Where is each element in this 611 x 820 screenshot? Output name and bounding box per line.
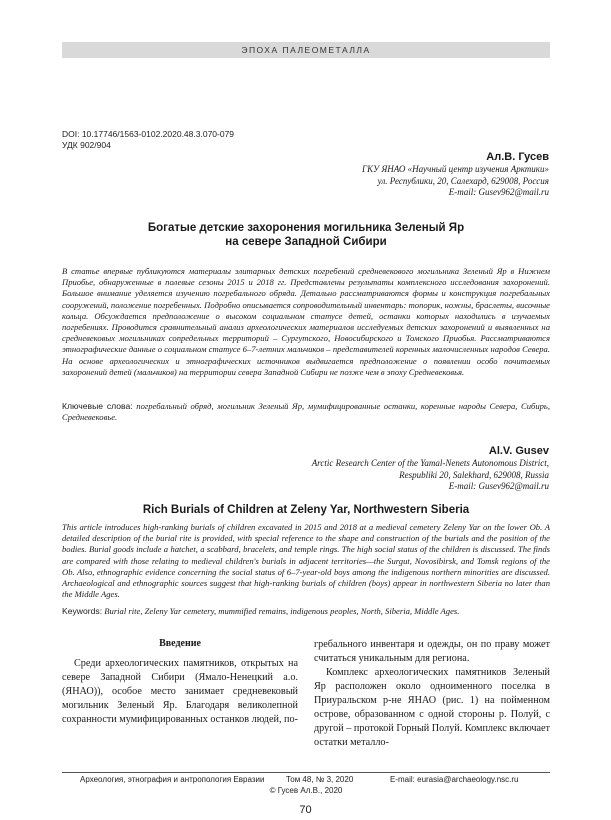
udk: УДК 902/904	[62, 140, 111, 150]
footer-copyright: © Гусев Ал.В., 2020	[269, 786, 343, 795]
keywords-en-text: Burial rite, Zeleny Yar cemetery, mummified remains, indigenous peoples, North, Siberia, Middle Ages.	[104, 606, 460, 616]
keywords-en	[62, 606, 550, 617]
body-paragraph: гребального инвентаря и одежды, он по праву может считаться уникальным для региона.	[314, 639, 550, 664]
affiliation-en-line: Arctic Research Center of the Yamal-Nenets Autonomous District,	[311, 458, 549, 468]
keywords-ru-label: Ключевые слова:	[62, 401, 133, 411]
doi: DOI: 10.17746/1563-0102.2020.48.3.070-079	[62, 129, 235, 139]
affiliation-ru	[219, 164, 549, 199]
abstract-en: This article introduces high-ranking burials of children excavated in 2015 and 2018 at a medieval cemetery Zeleny Yar on the lower Ob. A detailed description of the burial rite is provided, with special reference to the shape and construction of the burials and the position of the bodies. Burial goods include a hatchet, a scabbard, bracelets, and temple rings. The high social status of the children is discussed. The finds are compared with those relating to medieval children's burials in adjacent territories—the Surgut, Novosibirsk, and Tomsk regions of the Ob. Also, ethnographic evidence concerning the social status of 6–7-year-old boys among the indigenous northern minorities are discussed. Archaeological and ethnographic sources suggest that high-ranking burials of children (boys) appear in northwestern Siberia no later than the Middle Ages.	[62, 522, 550, 600]
body-column-right	[314, 638, 550, 750]
title-ru-line: на севере Западной Сибири	[225, 236, 387, 248]
affiliation-ru-line: ГКУ ЯНАО «Научный центр изучения Арктики»	[362, 164, 549, 174]
body-paragraph: Комплекс археологических памятников Зеленый Яр расположен около одноименного поселка в Приуральском р-не ЯНАО (рис. 1) на пойменном острове, образованном с одной стороны р. Полуй, с другой – протокой Горный Полуй. Комплекс включает остатки металло-	[314, 667, 550, 748]
footer-email: E-mail: eurasia@archaeology.nsc.ru	[390, 775, 519, 784]
affiliation-en-email: E-mail: Gusev962@mail.ru	[448, 481, 549, 491]
section-heading-intro: Введение	[159, 638, 201, 649]
title-ru-line: Богатые детские захоронения могильника Зеленый Яр	[147, 222, 465, 234]
affiliation-ru-email: E-mail: Gusev962@mail.ru	[448, 187, 549, 197]
title-ru	[62, 221, 550, 249]
page-number: 70	[299, 804, 312, 816]
body-paragraph: Среди археологических памятников, открытых на севере Западной Сибири (Ямало-Ненецкий а.о. (ЯНАО)), особое место занимает средневековый могильник Зеленый Яр. Благодаря великолепной сохранности мумифицированных останков людей, по-	[62, 658, 298, 725]
keywords-en-label: Keywords:	[62, 606, 103, 616]
abstract-ru: В статье впервые публикуются материалы элитарных детских погребений средневекового могильника Зеленый Яр в Нижнем Приобье, обнаруженные в полевые сезоны 2015 и 2018 гг. Представлены результаты комплексного исследования захоронений. Большое внимание уделяется изучению погребального обряда. Детально рассматриваются формы и конструкция погребальных сооружений, положение погребенных. Подробно описывается сопроводительный инвентарь: топорик, ножны, браслеты, височные кольца. Обсуждается предположение о высоком социальном статусе детей, останки которых находились в изучаемых погребениях. Проводится сравнительный анализ археологических материалов исследуемых детских захоронений и выявленных на средневековых могильниках сопредельных территорий – Сургутского, Новосибирского и Томского Приобья. Рассматриваются этнографические данные о социальном статусе 6–7-летних мальчиков – представителей коренных малочисленных народов Севера. На основе археологических и этнографических источников выдвигается предположение о появлении особо почитаемых захоронений детей (мальчиков) на территории севера Западной Сибири не позже чем в эпоху Средневековья.	[62, 266, 550, 377]
keywords-ru	[62, 401, 550, 423]
footer-journal: Археология, этнография и антропология Евразии	[80, 775, 265, 784]
author-en: Al.V. Gusev	[488, 445, 549, 457]
keywords-ru-text: погребальный обряд, могильник Зеленый Яр, мумифицированные останки, коренные народы Севера, Сибирь, Средневековье.	[62, 401, 550, 423]
affiliation-ru-line: ул. Республики, 20, Салехард, 629008, Россия	[377, 175, 549, 186]
author-ru: Ал.В. Гусев	[486, 151, 549, 163]
affiliation-en	[219, 458, 549, 493]
running-header: ЭПОХА ПАЛЕОМЕТАЛЛА	[241, 45, 371, 55]
body-column-left	[62, 657, 298, 727]
affiliation-en-line: Respubliki 20, Salekhard, 629008, Russia	[399, 469, 549, 480]
footer-volume: Том 48, № 3, 2020	[286, 775, 354, 784]
title-en: Rich Burials of Children at Zeleny Yar, Northwestern Siberia	[142, 504, 470, 516]
footer-divider	[62, 772, 550, 773]
